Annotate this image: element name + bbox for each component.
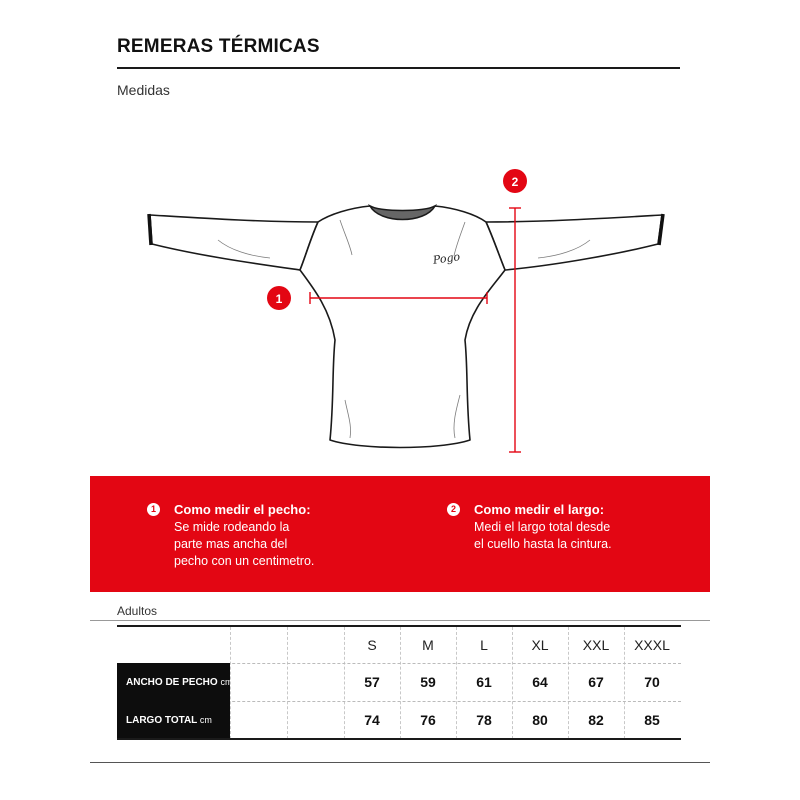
row-label-length: LARGO TOTAL cm	[117, 701, 230, 739]
table-header-row	[117, 627, 681, 664]
size-header-xl: XL	[531, 637, 549, 653]
chest-instruction-heading: Como medir el pecho:	[174, 502, 311, 517]
svg-text:1: 1	[275, 292, 283, 306]
table-cell: 78	[476, 712, 492, 728]
page-title: REMERAS TÉRMICAS	[117, 36, 320, 57]
section-divider	[90, 620, 710, 621]
table-cell: 85	[644, 712, 660, 728]
table-row	[117, 701, 681, 740]
marker-1	[267, 286, 291, 310]
table-row	[117, 663, 681, 702]
shirt-illustration	[150, 206, 662, 448]
table-bottom-border	[117, 738, 681, 740]
step-number-1: 1	[147, 503, 160, 516]
table-cell: 59	[420, 674, 436, 690]
table-cell: 57	[364, 674, 380, 690]
table-cell: 70	[644, 674, 660, 690]
size-header-xxl: XXL	[582, 637, 610, 653]
size-header-m: M	[422, 637, 434, 653]
marker-2	[503, 169, 527, 193]
size-header-xxxl: XXXL	[634, 637, 670, 653]
length-instruction-text: Medi el largo total desde el cuello hasta la cintura.	[474, 520, 612, 551]
table-section-label: Adultos	[117, 604, 158, 618]
table-cell: 64	[532, 674, 548, 690]
table-cell: 76	[420, 712, 436, 728]
step-number-2: 2	[447, 503, 460, 516]
svg-text:2: 2	[511, 175, 519, 189]
table-cell: 67	[588, 674, 604, 690]
right-sleeve	[486, 215, 662, 270]
shirt-logo: Pogo	[432, 250, 461, 267]
table-cell: 61	[476, 674, 492, 690]
row-label-chest: ANCHO DE PECHO cm	[117, 663, 230, 701]
length-instruction-heading: Como medir el largo:	[474, 502, 605, 517]
table-cell: 82	[588, 712, 604, 728]
size-header-s: S	[367, 637, 377, 653]
page-bottom-divider	[90, 762, 710, 763]
page-subtitle: Medidas	[117, 82, 170, 98]
chest-instruction-text: Se mide rodeando la parte mas ancha del pecho con un centimetro.	[174, 520, 315, 568]
table-cell: 80	[532, 712, 548, 728]
size-header-l: L	[480, 637, 488, 653]
table-cell: 74	[364, 712, 380, 728]
shirt-body	[300, 206, 505, 448]
left-sleeve	[150, 215, 318, 270]
measurement-instructions	[90, 476, 710, 592]
